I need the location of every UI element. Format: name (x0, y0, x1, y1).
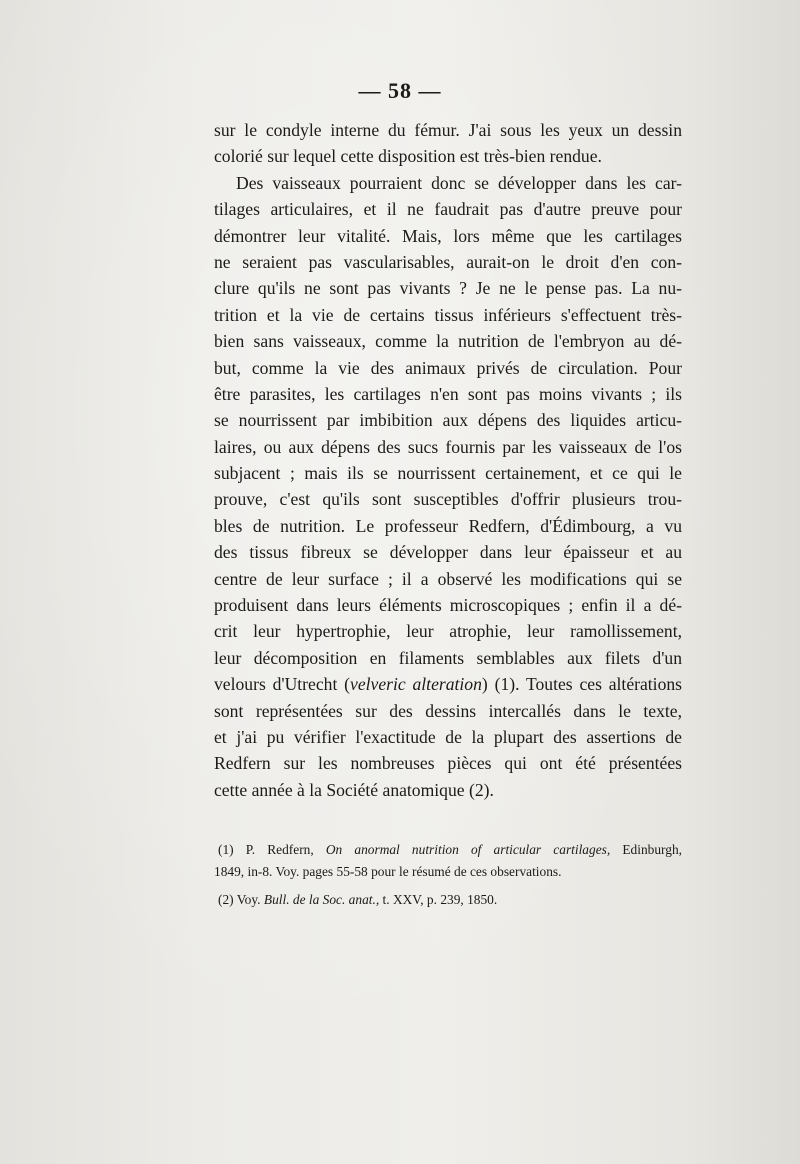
text-line: être parasites, les cartilages n'en sont pas moins vivants ; ils (214, 383, 682, 404)
footnote-1-place: Edinburgh, (610, 842, 683, 857)
text-line: trition et la vie de certains tissus inférieurs s'effectuent très- (214, 304, 682, 325)
footnotes (214, 839, 682, 911)
text-line (214, 671, 682, 697)
text-line: sur le condyle interne du fémur. J'ai sous les yeux un dessin (214, 120, 682, 140)
text-line: bien sans vaisseaux, comme la nutrition de l'embryon au dé- (214, 331, 682, 352)
text-line: colorié sur lequel cette disposition est très-bien rendue. (214, 146, 602, 167)
text-line: clure qu'ils ne sont pas vivants ? Je ne le pense pas. La nu- (214, 278, 682, 299)
text-line: Des vaisseaux pourraient donc se développer dans les car- (236, 172, 682, 193)
footnote-2-ref: t. XXV, p. 239, 1850. (379, 892, 498, 907)
footnote-2 (214, 889, 682, 911)
text-line: se nourrissent par imbibition aux dépens des liquides articu- (214, 410, 682, 431)
text-line: sont représentées sur des dessins intercallés dans le texte, (214, 700, 682, 721)
text-line: tilages articulaires, et il ne faudrait pas d'autre preuve pour (214, 199, 682, 220)
footnote-1-title: On anormal nutrition of articular cartilages, (325, 842, 611, 857)
text-line: centre de leur surface ; il a observé les modifications qui se (214, 568, 682, 589)
footnote-1 (214, 839, 682, 861)
text-line: subjacent ; mais ils se nourrissent certainement, et ce qui le (214, 463, 682, 484)
text-line: Redfern sur les nombreuses pièces qui ont été présentées (214, 753, 682, 774)
footnote-2-title: Bull. de la Soc. anat., (263, 892, 380, 907)
text-span: velours d'Utrecht ( (214, 674, 351, 695)
footnote-2-text: (2) Voy. (218, 892, 264, 907)
text-line: laires, ou aux dépens des sucs fournis par les vaisseaux de l'os (214, 436, 682, 457)
text-line: et j'ai pu vérifier l'exactitude de la plupart des assertions de (214, 726, 682, 747)
italic-term: velveric alteration (350, 674, 482, 695)
text-line: produisent dans leurs éléments microscopiques ; enfin il a dé- (214, 595, 682, 616)
text-line: prouve, c'est qu'ils sont susceptibles d'offrir plusieurs trou- (214, 489, 682, 510)
text-line: bles de nutrition. Le professeur Redfern, d'Édimbourg, a vu (214, 515, 682, 536)
footnote-1-line-2: 1849, in-8. Voy. pages 55-58 pour le résumé de ces observations. (214, 864, 562, 879)
text-line: des tissus fibreux se développer dans leur épaisseur et au (214, 542, 682, 563)
text-line: leur décomposition en filaments semblables aux filets d'un (214, 647, 682, 668)
footnote-1-text: (1) P. Redfern, (218, 842, 326, 857)
footnote-ref: ) (1). Toutes ces altérations (481, 674, 683, 695)
page-number: — 58 — (358, 78, 442, 103)
text-line: démontrer leur vitalité. Mais, lors même que les cartilages (214, 225, 682, 246)
text-line: crit leur hypertrophie, leur atrophie, leur ramollissement, (214, 621, 682, 642)
text-line: but, comme la vie des animaux privés de circulation. Pour (214, 357, 682, 378)
text-line: cette année à la Société anatomique (2). (214, 779, 494, 800)
body-text (214, 117, 682, 803)
text-line: ne seraient pas vascularisables, aurait-on le droit d'en con- (214, 251, 682, 272)
